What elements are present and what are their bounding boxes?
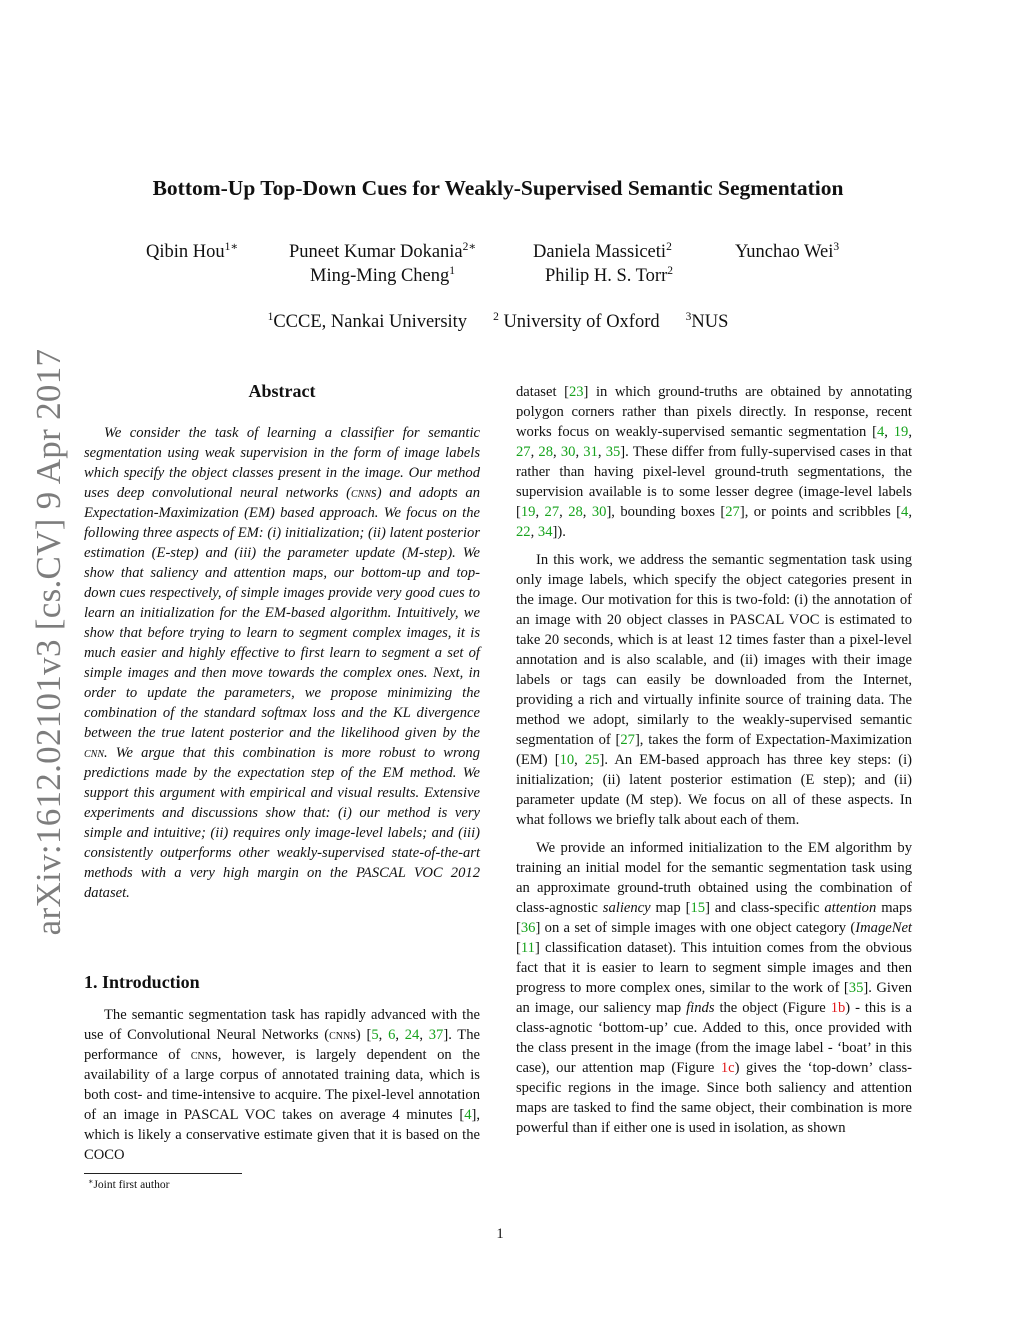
affiliation-mark: 3 bbox=[685, 311, 692, 323]
author bbox=[533, 240, 672, 264]
citation-link[interactable]: 25 bbox=[584, 752, 600, 768]
text-run: We consider the task of learning a classifier for semantic segmentation using weak supervision in the form of image labels which specify the object classes present in the image. Our method uses deep convolutional neural networks ( bbox=[84, 425, 480, 501]
author-name: Daniela Massiceti bbox=[533, 242, 667, 262]
text-run: ], bounding boxes [ bbox=[606, 504, 726, 520]
citation-link[interactable]: 30 bbox=[560, 444, 576, 460]
author bbox=[310, 264, 455, 288]
text-run: [ bbox=[516, 940, 521, 956]
text-run: finds bbox=[686, 1000, 715, 1016]
citation-link[interactable]: 36 bbox=[520, 920, 536, 936]
text-run: , bbox=[597, 444, 606, 460]
text-run: cnn bbox=[190, 1047, 213, 1063]
citation-link[interactable]: 19 bbox=[520, 504, 536, 520]
author-affiliation-mark: 2 bbox=[666, 241, 672, 253]
citation-link[interactable]: 37 bbox=[428, 1027, 444, 1043]
citation-link[interactable]: 5 bbox=[371, 1027, 379, 1043]
citation-link[interactable]: 28 bbox=[568, 504, 583, 520]
citation-link[interactable]: 27 bbox=[725, 504, 740, 520]
body-paragraph bbox=[516, 382, 912, 542]
text-run: , bbox=[530, 524, 538, 540]
text-run: , bbox=[908, 504, 912, 520]
author-name: Qibin Hou bbox=[146, 242, 225, 262]
author bbox=[545, 264, 673, 288]
citation-link[interactable]: 35 bbox=[605, 444, 621, 460]
affiliation-name: NUS bbox=[691, 312, 729, 332]
abstract-text bbox=[84, 423, 480, 903]
text-run: s) [ bbox=[350, 1027, 372, 1043]
text-run: ] and class-specific bbox=[705, 900, 825, 916]
author-name: Yunchao Wei bbox=[735, 242, 834, 262]
text-run: . We argue that this combination is more robust to wrong predictions made by the expectation step of the EM method. We support this argument with empirical and visual results. Extensive experiments and discussions show that: (i) our method is very simple and intuitive; (ii) requires only image-level labels; and (iii) consistently outperforms other weakly-supervised state-of-the-art methods with a very high margin on the PASCAL VOC 2012 dataset. bbox=[84, 745, 480, 901]
text-run: map [ bbox=[650, 900, 691, 916]
citation-link[interactable]: 31 bbox=[583, 444, 598, 460]
text-run: the object (Figure bbox=[714, 1000, 831, 1016]
affiliation-mark: 1 bbox=[267, 311, 274, 323]
section-heading-introduction: 1. Introduction bbox=[84, 972, 200, 992]
author-affiliation-mark: 2 bbox=[667, 265, 673, 277]
citation-link[interactable]: 4 bbox=[464, 1107, 472, 1123]
text-run: ]). bbox=[552, 524, 566, 540]
citation-link[interactable]: 6 bbox=[388, 1027, 396, 1043]
text-run: , bbox=[575, 444, 584, 460]
citation-link[interactable]: 15 bbox=[690, 900, 706, 916]
text-run: cnn bbox=[84, 745, 105, 761]
text-run: ImageNet bbox=[855, 920, 912, 936]
author-affiliation-mark: 1∗ bbox=[224, 241, 239, 253]
text-run: , bbox=[378, 1027, 389, 1043]
text-run: ]. The performance of bbox=[84, 1027, 480, 1063]
citation-link[interactable]: 19 bbox=[893, 424, 909, 440]
citation-link[interactable]: 34 bbox=[537, 524, 553, 540]
text-run: ], or points and scribbles [ bbox=[739, 504, 902, 520]
text-run: , bbox=[884, 424, 894, 440]
text-run: cnn bbox=[329, 1027, 351, 1043]
text-run: , bbox=[559, 504, 569, 520]
introduction-text bbox=[84, 1005, 480, 1165]
text-run: , bbox=[530, 444, 539, 460]
text-run: ], which is likely a conservative estimate given that it is based on the COCO bbox=[84, 1107, 480, 1163]
text-run: , bbox=[582, 504, 592, 520]
author-affiliation-mark: 3 bbox=[833, 241, 840, 253]
citation-link[interactable]: 4 bbox=[901, 504, 909, 520]
citation-link[interactable]: 28 bbox=[538, 444, 554, 460]
text-run: ], takes the form of Expectation-Maximization (EM) [ bbox=[516, 732, 912, 768]
text-run: attention bbox=[824, 900, 877, 916]
text-run: cnn bbox=[351, 485, 372, 501]
text-run: ) - this is a class-agnotic ‘bottom-up’ cue. Added to this, once provided with the class present in the image (from the image label - ‘boat’ in this case), our attention map (Figure bbox=[516, 1000, 913, 1076]
affiliations bbox=[60, 310, 936, 334]
text-run: The semantic segmentation task has rapidly advanced with the use of Convolutional Neural Networks ( bbox=[84, 1007, 480, 1043]
text-run: , bbox=[908, 424, 912, 440]
body-paragraph bbox=[84, 1005, 480, 1165]
text-run: ] in which ground-truths are obtained by annotating polygon corners rather than pixels directly. In response, recent works focus on weakly-supervised semantic segmentation [ bbox=[516, 384, 912, 440]
text-run: We provide an informed initialization to the EM algorithm by training an initial model for the semantic segmentation task using an approximate ground-truth obtained using the combination of class-agnostic bbox=[516, 840, 912, 916]
citation-link[interactable]: 27 bbox=[516, 444, 531, 460]
page-number: 1 bbox=[496, 1226, 504, 1242]
author-name: Philip H. S. Torr bbox=[545, 266, 668, 286]
author-affiliation-mark: 1 bbox=[449, 265, 456, 277]
text-run: ] classification dataset). This intuition comes from the obvious fact that it is easier to learn to segment simple images and then progress to more complex ones, similar to the work of [ bbox=[516, 940, 912, 996]
arxiv-identifier-stamp: arXiv:1612.02101v3 [cs.CV] 9 Apr 2017 bbox=[29, 348, 68, 936]
author bbox=[735, 240, 839, 264]
citation-link[interactable]: 27 bbox=[620, 732, 635, 748]
text-run: , bbox=[574, 752, 585, 768]
author bbox=[289, 240, 476, 264]
body-paragraph bbox=[516, 838, 912, 1138]
citation-link[interactable]: 35 bbox=[848, 980, 864, 996]
text-run: s) and adopts an Expectation-Maximization (EM) based approach. We focus on the following three aspects of EM: (i) initialization; (ii) latent posterior estimation (E-step) and (iii) the parameter update (M-step). We show that saliency and attention maps, our bottom-up and top-down cues respectively, of simple images provide very good cues to learn an initialization for the EM-based algorithm. Intuitively, we show that before trying to learn to segment complex images, it is much easier and highly effective to first learn to segment a set of simple images and then move towards the complex ones. Next, in order to update the parameters, we propose minimizing the combination of the standard softmax loss and the KL divergence between the true latent posterior and the likelihood given by the bbox=[84, 485, 480, 741]
author bbox=[146, 240, 238, 264]
text-run: ) gives the ‘top-down’ class-specific regions in the image. Since both saliency and attention maps are tasked to find the same object, their combination is more powerful than if either one is used in isolation, as shown bbox=[516, 1060, 913, 1136]
citation-link[interactable]: 23 bbox=[568, 384, 584, 400]
paper-title: Bottom-Up Top-Down Cues for Weakly-Supervised Semantic Segmentation bbox=[152, 176, 844, 200]
text-run: ] on a set of simple images with one object category ( bbox=[535, 920, 856, 936]
text-run: In this work, we address the semantic segmentation task using only image labels, which specify the object categories present in the image. Our motivation for this is two-fold: (i) the annotation of an image with 20 object classes in PASCAL VOC is estimated to take 20 seconds, which is at least 12 times faster than a pixel-level annotation and is also scalable, and (ii) images with their image labels or tags can easily be downloaded from the Internet, providing a rich and virtually infinite source of training data. The method we adopt, similarly to the weakly-supervised semantic segmentation of [ bbox=[516, 552, 912, 748]
text-run: ]. These differ from fully-supervised cases in that rather than having pixel-level ground-truth segmentations, the supervision available is to some lesser degree (image-level labels [ bbox=[516, 444, 912, 520]
footnote-text: Joint first author bbox=[93, 1179, 170, 1191]
body-paragraph bbox=[516, 550, 912, 830]
citation-link[interactable]: 22 bbox=[516, 524, 531, 540]
citation-link[interactable]: 27 bbox=[544, 504, 560, 520]
figure-ref-link[interactable]: 1c bbox=[720, 1060, 735, 1076]
text-run: , bbox=[535, 504, 545, 520]
citation-link[interactable]: 24 bbox=[404, 1027, 420, 1043]
author-affiliation-mark: 2∗ bbox=[462, 241, 477, 253]
text-run: , bbox=[553, 444, 561, 460]
author-name: Puneet Kumar Dokania bbox=[289, 242, 463, 262]
affiliation-name: CCCE, Nankai University bbox=[273, 312, 468, 332]
footnote-rule bbox=[84, 1173, 242, 1174]
affiliation-name: University of Oxford bbox=[498, 312, 660, 332]
text-run: saliency bbox=[602, 900, 651, 916]
affiliation-mark: 2 bbox=[493, 311, 499, 323]
citation-link[interactable]: 30 bbox=[591, 504, 607, 520]
citation-link[interactable]: 11 bbox=[520, 940, 535, 956]
text-run: maps [ bbox=[516, 900, 912, 936]
text-run: ]. An EM-based approach has three key steps: (i) initialization; (ii) latent posterior estimation (E step); and (ii) parameter update (M step). We focus on all of these aspects. In what follows we briefly talk about each of them. bbox=[516, 752, 912, 828]
citation-link[interactable]: 10 bbox=[559, 752, 575, 768]
text-run: ]. Given an image, our saliency map bbox=[516, 980, 912, 1016]
footnote bbox=[88, 1177, 169, 1193]
figure-ref-link[interactable]: 1b bbox=[830, 1000, 846, 1016]
text-run: dataset [ bbox=[516, 384, 569, 400]
text-run: , bbox=[419, 1027, 429, 1043]
text-run: , bbox=[395, 1027, 405, 1043]
footnote-mark: ∗ bbox=[88, 1177, 94, 1186]
citation-link[interactable]: 4 bbox=[876, 424, 885, 440]
text-run: s, however, is largely dependent on the availability of a large corpus of annotated training data, which is both cost- and time-intensive to acquire. The pixel-level annotation of an image in PASCAL VOC takes on average 4 minutes [ bbox=[84, 1047, 480, 1123]
right-column-text bbox=[516, 382, 912, 1138]
abstract-paragraph bbox=[84, 423, 480, 903]
author-name: Ming-Ming Cheng bbox=[310, 266, 450, 286]
abstract-heading: Abstract bbox=[248, 381, 316, 401]
